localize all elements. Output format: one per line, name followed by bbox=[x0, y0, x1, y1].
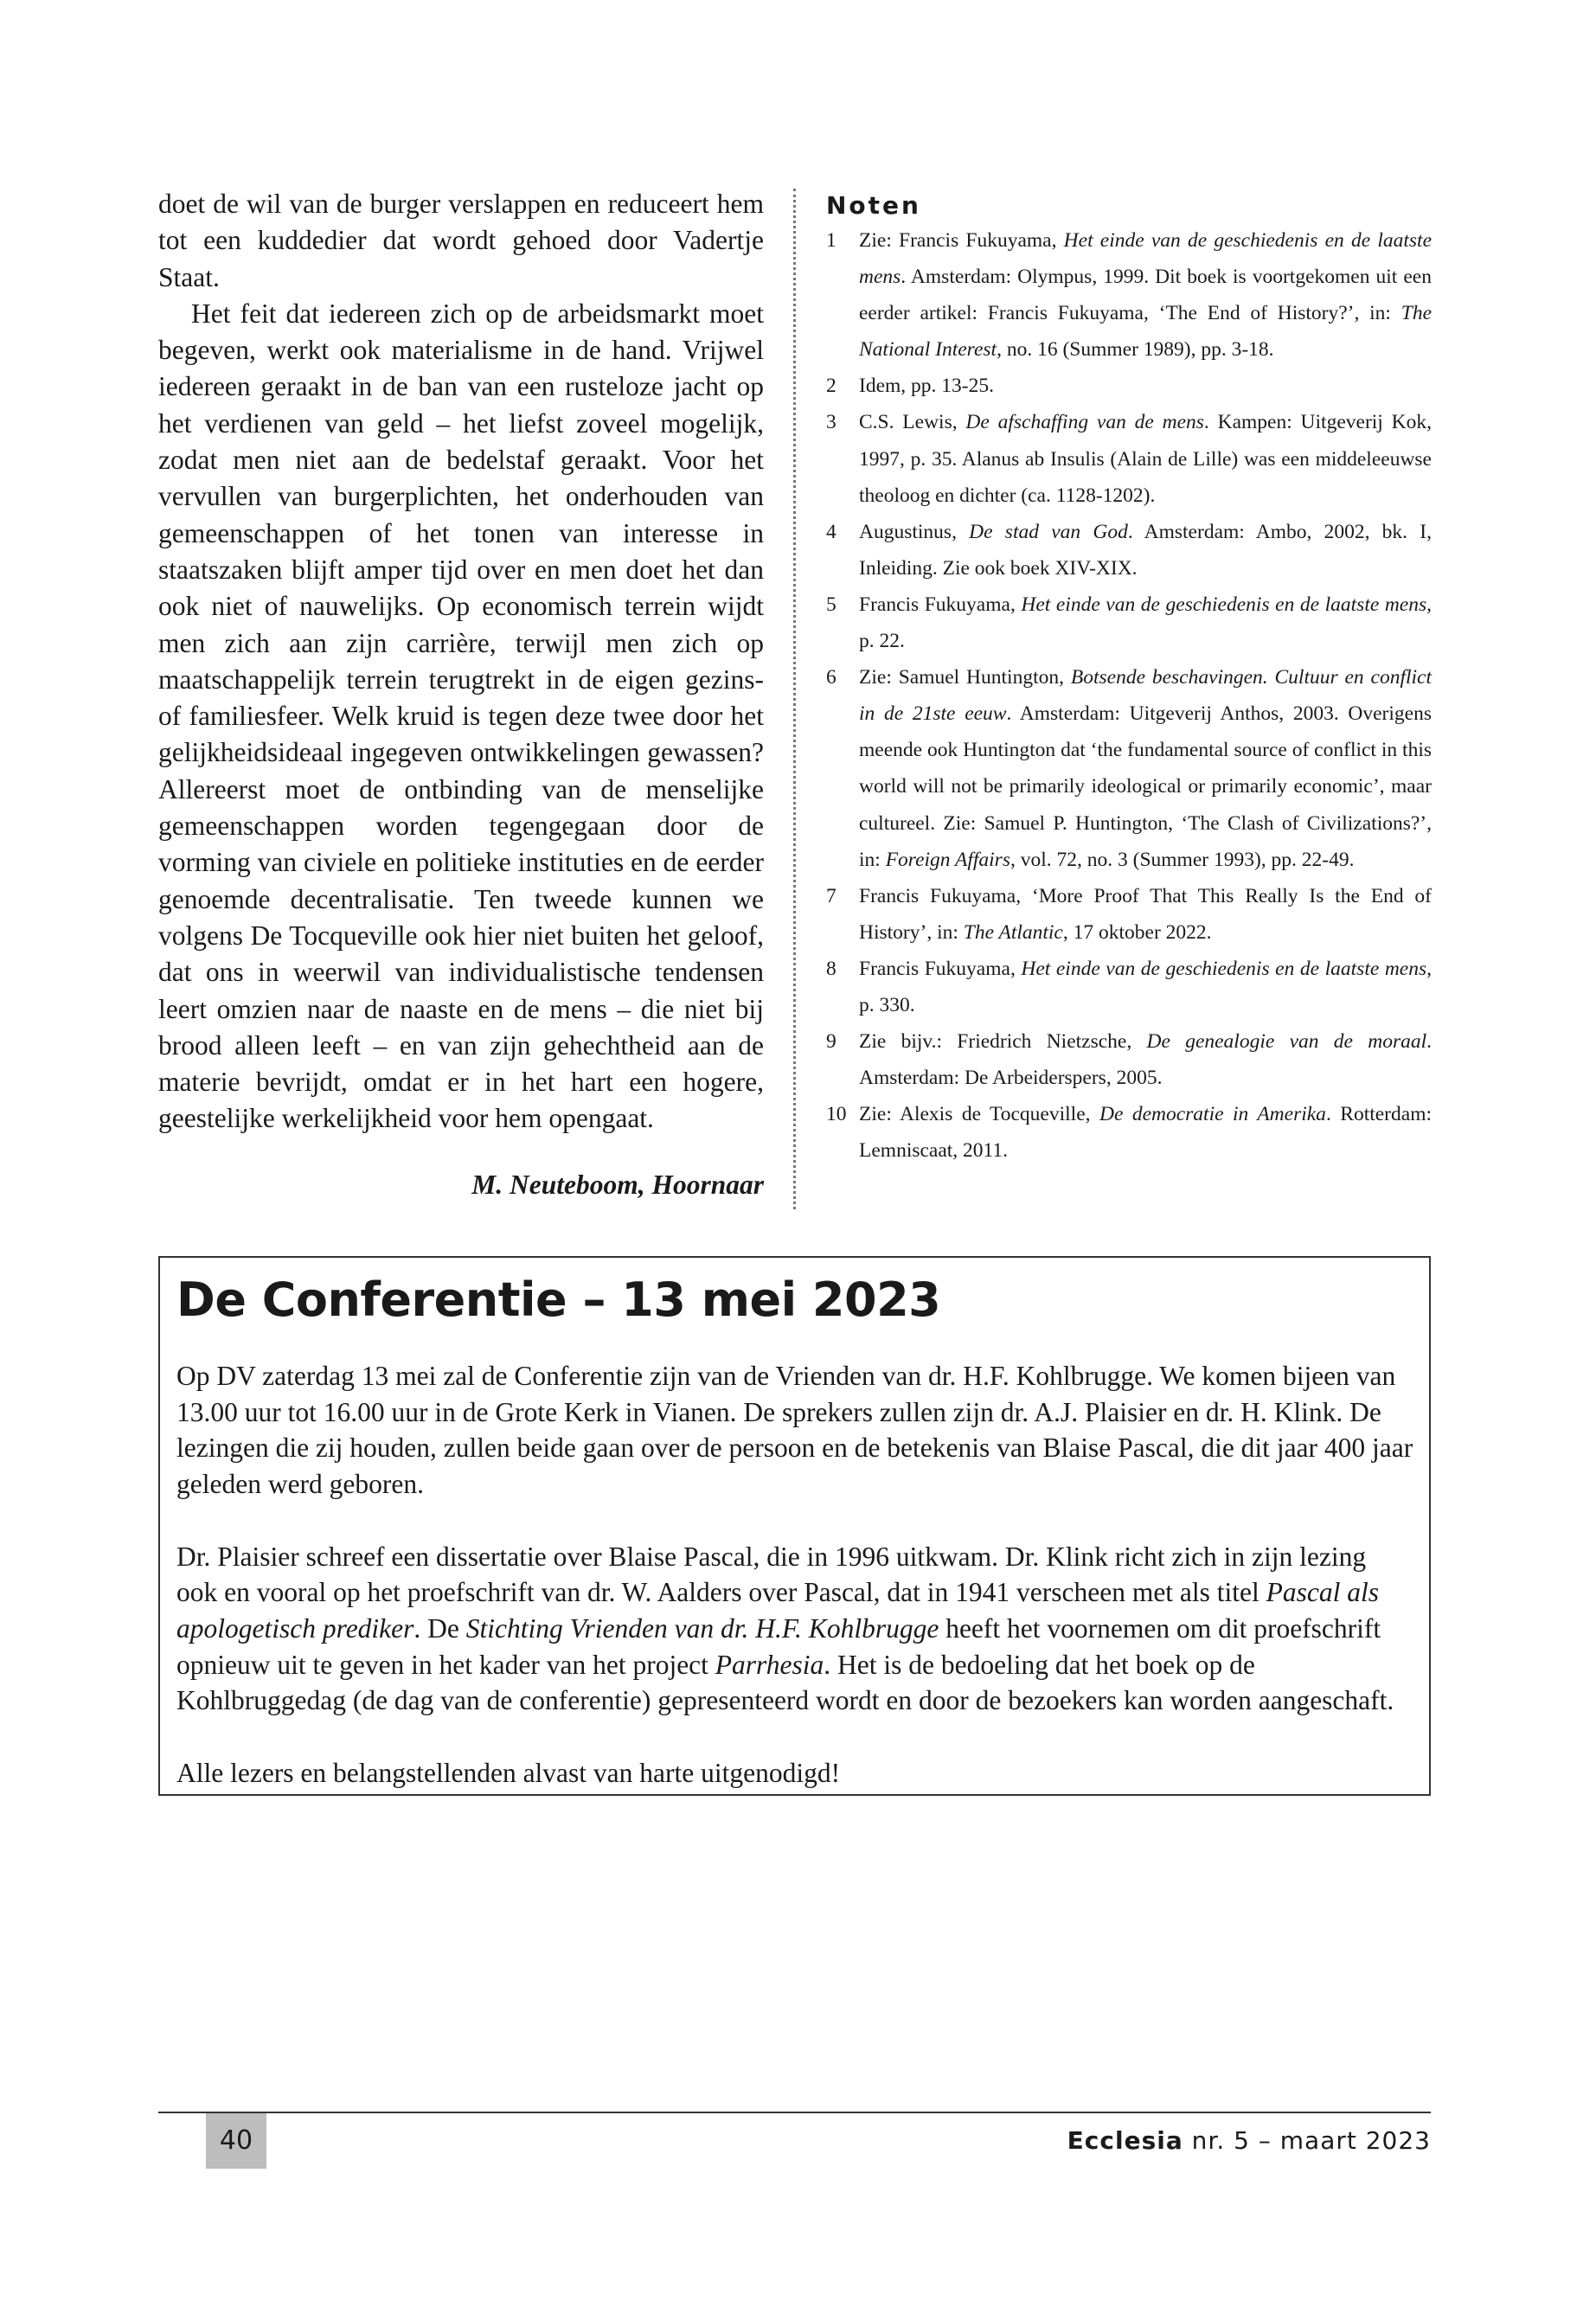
column-divider bbox=[793, 189, 796, 1209]
article-paragraph-2: Het feit dat iedereen zich op de arbeidsmarkt moet begeven, werkt ook materialisme in de hand. Vrijwel iedereen geraakt in de ban van een rusteloze jacht op het verdienen van geld – het liefst zoveel mogelijk, zodat men niet aan de bedelstaf geraakt. Voor het vervullen van burgerplichten, het onderhouden van gemeenschappen of het tonen van interesse in staatszaken blijft amper tijd over en men doet het dan ook niet of nauwelijks. Op economisch terrein wijdt men zich aan zijn carrière, terwijl men zich op maatschappelijk terrein terugtrekt in de eigen gezins- of familiesfeer. Welk kruid is tegen deze twee door het gelijkheidsideaal ingegeven ontwikkelingen gewassen? Allereerst moet de ontbinding van de menselijke gemeenschappen worden tegengegaan door de vorming van civiele en politieke instituties en de eerder genoemde decentralisatie. Ten tweede kunnen we volgens De Tocqueville ook hier niet buiten het geloof, dat ons in weerwil van individualistische tendensen leert omzien naar de naaste en de mens – die niet bij brood alleen leeft – en van zijn gehechtheid aan de materie bevrijdt, omdat er in het hart een hogere, geestelijke werkelijkheid voor hem opengaat. bbox=[158, 298, 764, 1134]
note-title: Het einde van de geschiedenis en de laatste mens bbox=[859, 229, 1432, 289]
notes-heading: Noten bbox=[826, 191, 921, 220]
note-segment: . Amsterdam: De Arbeiderspers, 2005. bbox=[859, 1030, 1432, 1090]
note-segment: Zie bijv.: Friedrich Nietzsche, bbox=[859, 1030, 1147, 1054]
note-segment: Idem, pp. 13-25. bbox=[859, 375, 994, 398]
note-title: De afschaffing van de mens bbox=[965, 411, 1204, 434]
note-text bbox=[859, 368, 1432, 404]
note-number: 2 bbox=[826, 375, 836, 398]
note-segment: , no. 16 (Summer 1989), pp. 3-18. bbox=[997, 338, 1274, 362]
note-title: De democratie in Amerika bbox=[1099, 1103, 1326, 1126]
note-title: The National Interest bbox=[859, 302, 1432, 362]
conference-title: De Conferentie – 13 mei 2023 bbox=[176, 1272, 941, 1327]
note-segment: C.S. Lewis, bbox=[859, 411, 966, 434]
note-number: 3 bbox=[826, 411, 836, 434]
note-item bbox=[826, 1023, 1432, 1096]
conference-text: Dr. Plaisier schreef een dissertatie over Blaise Pascal, die in 1996 uitkwam. Dr. Klink richt zich in zijn lezing ook en vooral op het proefschrift van dr. W. Aalders over Pascal, dat in 1941 verscheen met als titel bbox=[176, 1541, 1367, 1608]
note-item bbox=[826, 1096, 1432, 1169]
note-title: De genealogie van de moraal bbox=[1146, 1030, 1427, 1054]
note-segment: . Amsterdam: Uitgeverij Anthos, 2003. Overigens meende ook Huntington dat ‘the fundamental source of conflict in this world will not be primarily ideological or primarily economic’, maar cultureel. Zie: Samuel P. Huntington, ‘The Clash of Civilizations?’, in: bbox=[859, 702, 1432, 871]
note-number: 5 bbox=[826, 593, 836, 616]
note-segment: Francis Fukuyama, bbox=[859, 593, 1022, 616]
note-segment: Zie: Samuel Huntington, bbox=[859, 666, 1071, 689]
note-segment: Augustinus, bbox=[859, 520, 970, 543]
note-number: 9 bbox=[826, 1030, 836, 1054]
note-item bbox=[826, 659, 1432, 878]
note-segment: . Amsterdam: Olympus, 1999. Dit boek is voortgekomen uit een eerder artikel: Francis Fukuyama, ‘The End of History?’, in: bbox=[859, 266, 1432, 325]
note-segment: , p. 22. bbox=[859, 593, 1432, 653]
note-segment: Francis Fukuyama, bbox=[859, 957, 1022, 980]
note-number: 4 bbox=[826, 520, 836, 543]
note-segment: , vol. 72, no. 3 (Summer 1993), pp. 22-49. bbox=[1010, 848, 1355, 871]
conference-body bbox=[176, 1358, 1413, 1791]
note-title: Het einde van de geschiedenis en de laatste mens bbox=[1021, 593, 1427, 616]
note-segment: . Rotterdam: Lemniscaat, 2011. bbox=[859, 1103, 1432, 1163]
note-title: Botsende beschavingen. Cultuur en conflict in de 21ste eeuw bbox=[859, 666, 1433, 726]
note-number: 6 bbox=[826, 666, 836, 689]
conference-box bbox=[158, 1256, 1431, 1796]
note-number: 1 bbox=[826, 229, 836, 252]
note-text bbox=[859, 222, 1432, 368]
note-text bbox=[859, 586, 1432, 659]
note-title: De stad van God bbox=[969, 520, 1128, 543]
note-text bbox=[859, 1096, 1432, 1169]
article-column bbox=[158, 186, 764, 1203]
journal-issue: nr. 5 – maart 2023 bbox=[1191, 2126, 1431, 2155]
page-number: 40 bbox=[206, 2113, 266, 2169]
conference-text: . Het is de bedoeling dat het boek op de Kohlbruggedag (de dag van de conferentie) gepresenteerd wordt en door de bezoekers kan worden aangeschaft. bbox=[176, 1649, 1394, 1716]
note-item bbox=[826, 951, 1432, 1023]
note-segment: . Kampen: Uitgeverij Kok, 1997, p. 35. Alanus ab Insulis (Alain de Lille) was een middeleeuwse theoloog en dichter (ca. 1128-1202). bbox=[859, 411, 1432, 507]
note-item bbox=[826, 368, 1432, 404]
note-title: Het einde van de geschiedenis en de laatste mens bbox=[1021, 957, 1427, 980]
conference-text: . De bbox=[413, 1612, 466, 1644]
note-number: 8 bbox=[826, 957, 836, 980]
note-segment: Zie: Alexis de Tocqueville, bbox=[859, 1103, 1099, 1126]
journal-info bbox=[1067, 2113, 1431, 2169]
note-segment: Zie: Francis Fukuyama, bbox=[859, 229, 1064, 252]
note-text bbox=[859, 1023, 1432, 1096]
note-title: Foreign Affairs bbox=[885, 848, 1010, 871]
note-segment: . Amsterdam: Ambo, 2002, bk. I, Inleiding. Zie ook boek XIV-XIX. bbox=[859, 520, 1432, 580]
note-text bbox=[859, 659, 1432, 878]
conference-text: heeft het voornemen om dit proefschrift opnieuw uit te geven in het kader van het project bbox=[176, 1612, 1381, 1680]
foundation-name: Stichting Vrienden van dr. H.F. Kohlbrugge bbox=[465, 1612, 939, 1644]
note-text bbox=[859, 951, 1432, 1023]
note-segment: , p. 330. bbox=[859, 957, 1432, 1016]
article-signature: M. Neuteboom, Hoornaar bbox=[471, 1169, 764, 1200]
note-text bbox=[859, 514, 1432, 586]
note-item bbox=[826, 586, 1432, 659]
note-item bbox=[826, 514, 1432, 586]
note-title: The Atlantic bbox=[963, 920, 1063, 944]
dissertation-title: Pascal als apologetisch prediker bbox=[176, 1577, 1380, 1644]
note-text bbox=[859, 878, 1432, 951]
note-item bbox=[826, 404, 1432, 513]
note-number: 7 bbox=[826, 884, 836, 907]
note-text bbox=[859, 404, 1432, 513]
note-number: 10 bbox=[826, 1103, 847, 1126]
notes-section bbox=[826, 186, 1432, 1169]
conference-paragraph-2 bbox=[176, 1539, 1413, 1720]
note-segment: , 17 oktober 2022. bbox=[1062, 920, 1212, 944]
note-item bbox=[826, 878, 1432, 951]
project-name: Parrhesia bbox=[715, 1649, 824, 1680]
note-segment: Francis Fukuyama, ‘More Proof That This Really Is the End of History’, in: bbox=[859, 884, 1432, 944]
article-paragraph-1: doet de wil van de burger verslappen en reduceert hem tot een kuddedier dat wordt gehoed door Vadertje Staat. bbox=[158, 189, 764, 292]
note-item bbox=[826, 222, 1432, 368]
conference-paragraph-3: Alle lezers en belangstellenden alvast van harte uitgenodigd! bbox=[176, 1757, 841, 1788]
notes-list bbox=[826, 222, 1432, 1169]
conference-paragraph-1: Op DV zaterdag 13 mei zal de Conferentie zijn van de Vrienden van dr. H.F. Kohlbrugge. We komen bijeen van 13.00 uur tot 16.00 uur in de Grote Kerk in Vianen. De sprekers zullen zijn dr. A.J. Plaisier en dr. H. Klink. De lezingen die zij houden, zullen beide gaan over de persoon en de betekenis van Blaise Pascal, die dit jaar 400 jaar geleden werd geboren. bbox=[176, 1361, 1413, 1500]
journal-name: Ecclesia bbox=[1067, 2126, 1183, 2155]
